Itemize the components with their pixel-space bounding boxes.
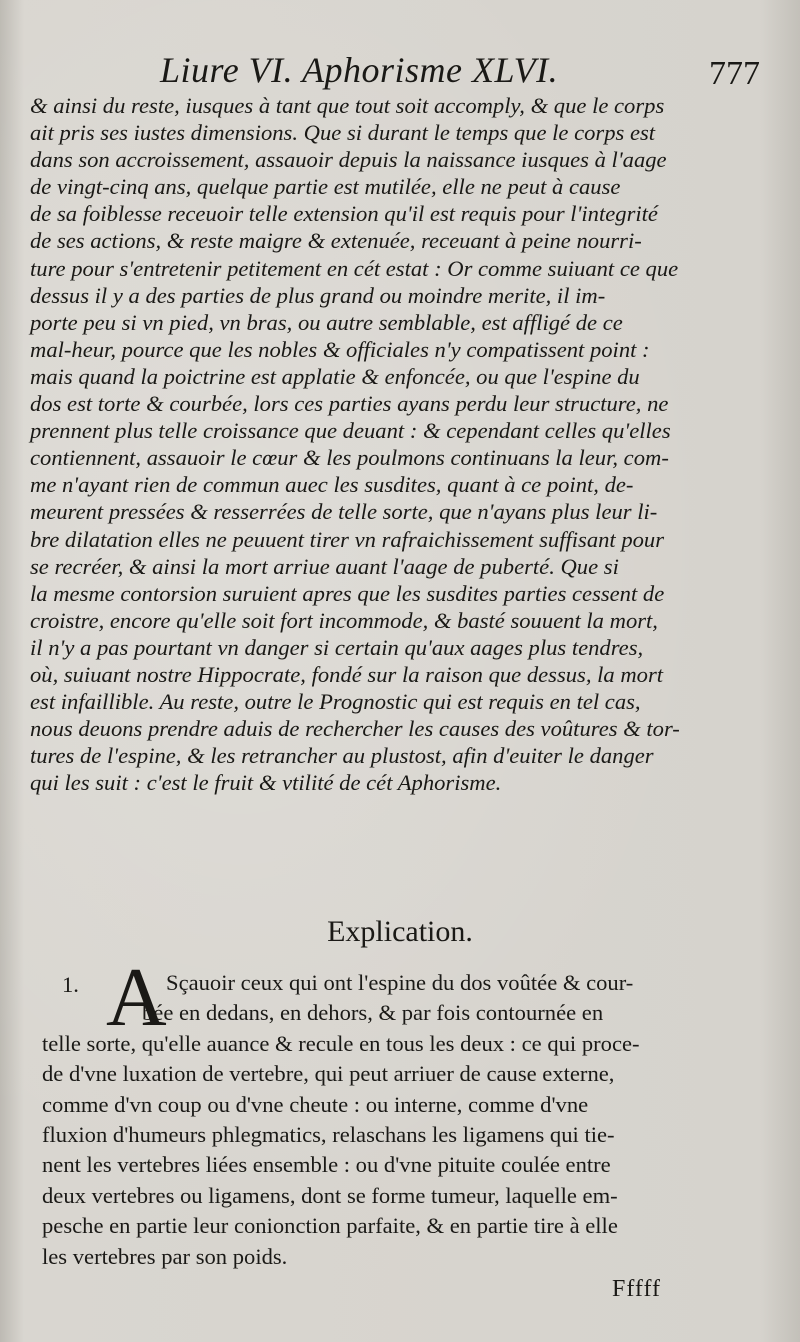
text-line: telle sorte, qu'elle auance & recule en tous les deux : ce qui proce- [42, 1030, 640, 1056]
text-line: pesche en partie leur conionction parfaite, & en partie tire à elle [42, 1213, 618, 1239]
text-line: la mesme contorsion suruient apres que les susdites parties cessent de [30, 580, 665, 606]
text-line: deux vertebres ou ligamens, dont se forme tumeur, laquelle em- [42, 1182, 618, 1208]
text-line: mal-heur, pource que les nobles & officiales n'y compatissent point : [30, 336, 650, 362]
explication-text [42, 951, 772, 1272]
running-head [160, 48, 760, 92]
text-line: prennent plus telle croissance que deuant : & cependant celles qu'elles [30, 418, 671, 444]
text-line: dos est torte & courbée, lors ces parties ayans perdu leur structure, ne [30, 391, 669, 417]
text-line: fluxion d'humeurs phlegmatics, relaschans les ligamens qui tie- [42, 1121, 615, 1147]
text-line: les vertebres par son poids. [42, 1243, 288, 1269]
text-line: de sa foiblesse receuoir telle extension qu'il est requis pour l'integrité [30, 201, 658, 227]
text-line: croistre, encore qu'elle soit fort incommode, & basté souuent la mort, [30, 607, 658, 633]
text-line: bre dilatation elles ne peuuent tirer vn rafraichissement suffisant pour [30, 526, 665, 552]
drop-cap: A [106, 951, 167, 1044]
text-line: meurent pressées & resserrées de telle sorte, que n'ayans plus leur li- [30, 499, 658, 525]
text-line: dans son accroissement, assauoir depuis la naissance iusques à l'aage [30, 147, 667, 173]
text-line: de d'vne luxation de vertebre, qui peut arriuer de cause externe, [42, 1061, 615, 1087]
text-line: ait pris ses iustes dimensions. Que si durant le temps que le corps est [30, 120, 656, 146]
text-line: nous deuons prendre aduis de rechercher les causes des voûtures & tor- [30, 716, 680, 742]
text-line: comme d'vn coup ou d'vne cheute : ou interne, comme d'vne [42, 1091, 589, 1117]
text-line: mais quand la poictrine est applatie & enfoncée, ou que l'espine du [30, 363, 640, 389]
text-line: ture pour s'entretenir petitement en cét estat : Or comme suiuant ce que [30, 255, 679, 281]
explication-heading: Explication. [327, 915, 473, 948]
paragraph-number: 1. [62, 972, 79, 997]
signature-mark: Fffff [612, 1276, 662, 1302]
text-line: il n'y a pas pourtant vn danger si certain qu'aux aages plus tendres, [30, 634, 644, 660]
text-line: porte peu si vn pied, vn bras, ou autre semblable, est affligé de ce [30, 309, 623, 335]
text-line: nent les vertebres liées ensemble : ou d'vne pituite coulée entre [42, 1152, 611, 1178]
text-line: dessus il y a des parties de plus grand ou moindre merite, il im- [30, 282, 606, 308]
text-line: tures de l'espine, & les retrancher au plustost, afin d'euiter le danger [30, 743, 654, 769]
text-line: bée en dedans, en dehors, & par fois contournée en [142, 1000, 604, 1026]
text-line: de ses actions, & reste maigre & extenuée, receuant à peine nourri- [30, 228, 642, 254]
text-line: contiennent, assauoir le cœur & les poulmons continuans la leur, com- [30, 445, 669, 471]
text-line: me n'ayant rien de commun auec les susdites, quant à ce point, de- [30, 472, 634, 498]
text-line: qui les suit : c'est le fruit & vtilité de cét Aphorisme. [30, 770, 502, 796]
text-line: se recréer, & ainsi la mort arriue auant l'aage de puberté. Que si [30, 553, 619, 579]
page-number: 777 [709, 55, 760, 92]
text-line: Sçauoir ceux qui ont l'espine du dos voûtée & cour- [166, 970, 634, 995]
running-title: Liure VI. Aphorisme XLVI. [160, 50, 559, 90]
text-line: où, suiuant nostre Hippocrate, fondé sur la raison que dessus, la mort [30, 661, 664, 687]
text-line: de vingt-cinq ans, quelque partie est mutilée, elle ne peut à cause [30, 174, 621, 200]
aphorism-commentary-text [30, 92, 770, 796]
text-line: est infaillible. Au reste, outre le Prognostic qui est requis en tel cas, [30, 689, 641, 715]
text-line: & ainsi du reste, iusques à tant que tout soit accomply, & que le corps [30, 93, 665, 118]
